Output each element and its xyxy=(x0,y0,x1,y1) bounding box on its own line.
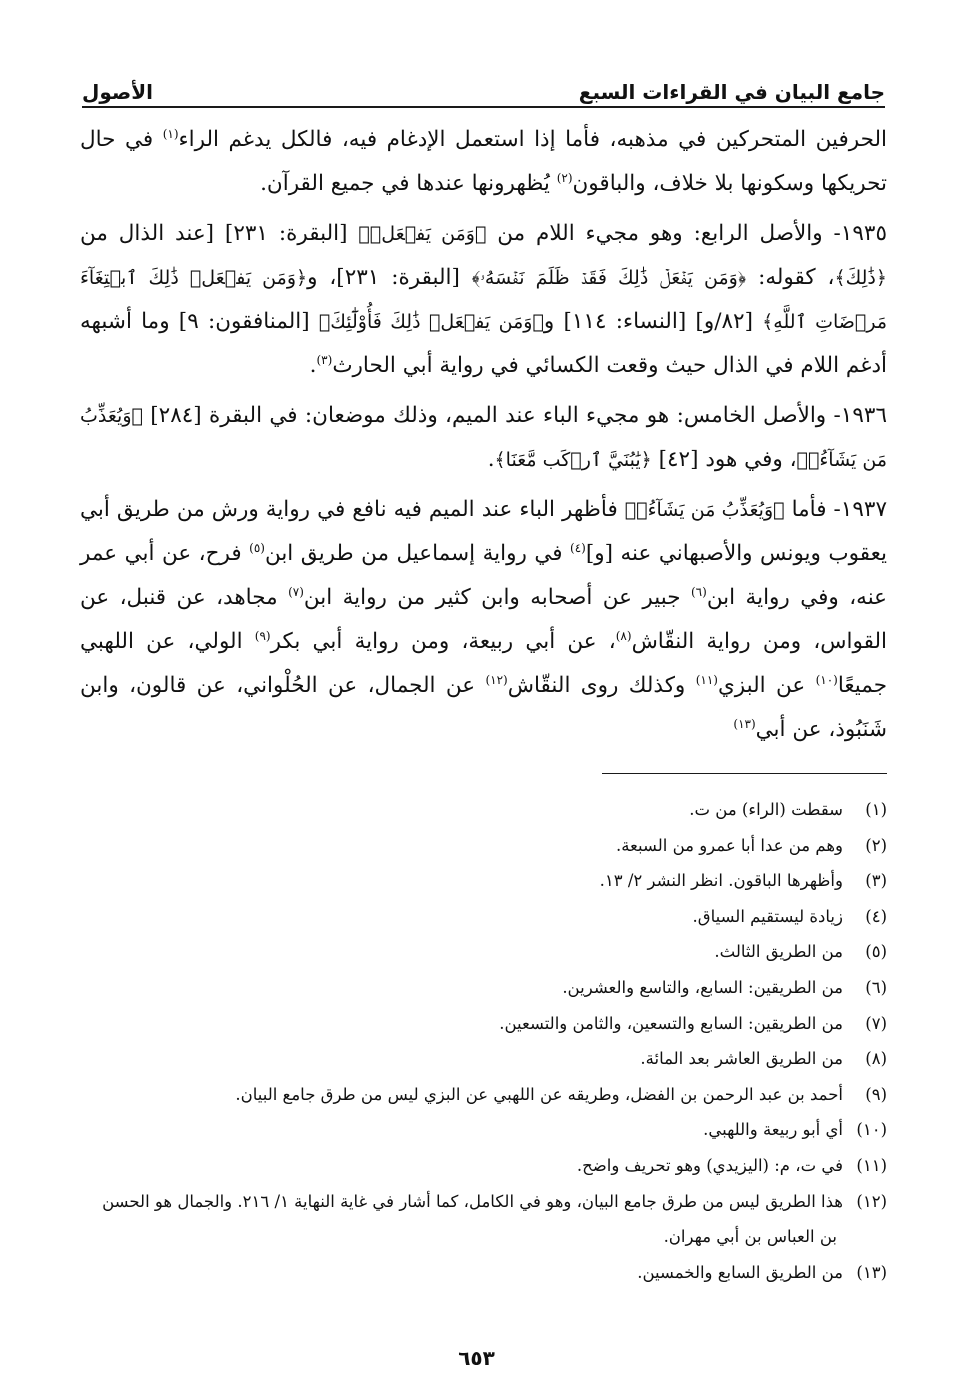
paragraph xyxy=(80,394,887,482)
footnote xyxy=(80,1077,887,1113)
footnote-text: هذا الطريق ليس من طرق جامع البيان، وهو في الكامل، كما أشار في غاية النهاية ١/ ٢١٦. والجمال هو الحسن بن العباس بن أبي مهران. xyxy=(102,1191,843,1247)
quran-quote: ﴿وَيُعَذِّبُ مَن يَشَآءُۗ﴾ xyxy=(80,405,887,471)
paragraph-text: يُظهرونها عندها في جميع القرآن. xyxy=(260,171,557,196)
paragraph-text: الحرفين المتحركين في مذهبه، فأما إذا استعمل الإدغام فيه، فالكل يدغم الراء xyxy=(178,127,887,152)
paragraph-text: ، وفي هود [٤٢] xyxy=(651,447,797,472)
footnote-number: (١٢) xyxy=(856,1191,887,1211)
footnote-text: أحمد بن عبد الرحمن بن الفضل، وطريقه عن اللهبي عن البزي ليس من طرق جامع البيان. xyxy=(235,1084,843,1104)
footnote-text: من الطريق السابع والخمسين. xyxy=(637,1262,843,1282)
paragraph-text: عن البزي xyxy=(717,673,816,698)
paragraph-text: [البقرة: ٢٣١]، و xyxy=(307,265,472,290)
quran-quote: ﴿وَيُعَذِّبُ مَن يَشَآءُۗ﴾ xyxy=(624,499,785,521)
paragraph-text: الولي، عن اللهبي جميعًا xyxy=(80,629,887,698)
main-text xyxy=(80,118,887,758)
footnote-ref: (١١) xyxy=(695,672,718,687)
paragraph-text: في رواية إسماعيل من طريق ابن xyxy=(264,541,571,566)
footnote-divider xyxy=(602,773,887,774)
paragraph-text: ، كقوله: xyxy=(746,265,835,290)
footnote xyxy=(80,1184,887,1255)
paragraph xyxy=(80,118,887,206)
footnote-ref: (٩) xyxy=(254,628,271,643)
paragraph xyxy=(80,488,887,752)
footnote-number: (٦) xyxy=(865,977,887,997)
footnote xyxy=(80,1041,887,1077)
footnote-ref: (٦) xyxy=(690,584,707,599)
footnote-ref: (١٣) xyxy=(733,716,756,731)
quran-quote: ﴿وَمَن يَفۡعَلۡ ذَٰلِكَ فَقَدۡ ظَلَمَ نَفۡسَهُۥ﴾ xyxy=(471,267,747,289)
footnote xyxy=(80,863,887,899)
footnotes xyxy=(80,792,887,1290)
footnote-ref: (٢) xyxy=(556,170,573,185)
footnote-ref: (١٠) xyxy=(815,672,838,687)
paragraph-text: مجاهد، عن قنبل، عن القواس، ومن رواية النقّاش xyxy=(80,585,887,654)
footnote xyxy=(80,934,887,970)
paragraph-text: [٨٢/و] [النساء: ١١٤] و xyxy=(543,309,763,334)
footnote-text: من الطريقين: السابع، والتاسع والعشرين. xyxy=(562,977,843,997)
footnote xyxy=(80,1255,887,1291)
footnote-text: سقطت (الراء) من ت. xyxy=(689,800,843,819)
footnote-ref: (١) xyxy=(162,126,179,141)
footnote-number: (١١) xyxy=(856,1155,887,1175)
footnote-number: (١) xyxy=(865,800,887,819)
footnote xyxy=(80,1112,887,1148)
footnote-ref: (٤) xyxy=(570,540,586,555)
footnote-number: (١٠) xyxy=(856,1120,887,1140)
footnote-number: (٢) xyxy=(865,835,887,855)
footnote-number: (٣) xyxy=(865,871,887,891)
paragraph-text: . xyxy=(487,447,495,472)
footnote-text: زيادة ليستقيم السياق. xyxy=(692,906,843,926)
footnote xyxy=(80,1006,887,1042)
paragraph-text: عن الجمال، عن الحُلْواني، عن قالون، وابن شَنَبُوذ، عن أبي xyxy=(80,673,887,742)
footnote-text: من الطريقين: السابع والتسعين، والثامن والتسعين. xyxy=(499,1013,843,1033)
running-header xyxy=(82,60,885,108)
footnote xyxy=(80,1148,887,1184)
footnote-number: (٩) xyxy=(865,1084,887,1104)
section-title: الأصول xyxy=(82,80,153,104)
footnote xyxy=(80,792,887,828)
quran-quote: ﴿وَمَن يَفۡعَلۡ ذَٰلِكَ ٱبۡتِغَآءَ مَرۡضَاتِ ٱللَّهِ﴾ xyxy=(80,267,887,333)
footnote-ref: (٧) xyxy=(288,584,304,599)
footnote-ref: (١٢) xyxy=(485,672,508,687)
footnote-number: (١٣) xyxy=(856,1262,887,1282)
paragraph-text: ١٩٣٦- والأصل الخامس: هو مجيء الباء عند الميم، وذلك موضعان: في البقرة [٢٨٤] xyxy=(142,403,887,428)
footnote-number: (٧) xyxy=(865,1013,887,1033)
footnote xyxy=(80,828,887,864)
paragraph-text: [المنافقون: ٩] وما أشبهه أدغم اللام في الذال حيث وقعت الكسائي في رواية أبي الحارث xyxy=(80,309,887,378)
page-number: ٦٥٣ xyxy=(458,1346,495,1370)
book-title: جامع البيان في القراءات السبع xyxy=(578,80,885,104)
quran-quote: ﴿ذَٰلِكَ﴾ xyxy=(834,267,887,289)
paragraph-text: ١٩٣٧- فأما xyxy=(784,497,887,522)
footnote xyxy=(80,970,887,1006)
footnote-number: (٤) xyxy=(865,906,887,926)
footnote-text: من الطريق العاشر بعد المائة. xyxy=(640,1049,843,1069)
footnote-text: وأظهرها الباقون. انظر النشر ٢/ ١٣. xyxy=(599,871,843,891)
paragraph-text: ١٩٣٥- والأصل الرابع: وهو مجيء اللام من xyxy=(486,221,887,246)
footnote-ref: (٣) xyxy=(316,352,333,367)
quran-quote: ﴿يَٰبُنَيَّ ٱرۡكَب مَّعَنَا﴾ xyxy=(494,449,652,471)
quran-quote: ﴿وَمَن يَفۡعَلۡ ذَٰلِكَ فَأُوْلَٰٓئِكَ﴾ xyxy=(318,311,544,333)
quran-quote: ﴿وَمَن يَفۡعَلۡ﴾ xyxy=(358,223,487,245)
footnote-number: (٥) xyxy=(865,942,887,962)
footnote-ref: (٥) xyxy=(249,540,265,555)
footnote-text: وهم من عدا أبا عمرو من السبعة. xyxy=(615,835,843,855)
paragraph-text: جبير عن أصحابه وابن كثير من رواية ابن xyxy=(303,585,691,610)
footnote-number: (٨) xyxy=(865,1049,887,1069)
paragraph-text: [البقرة: ٢٣١] [عند الذال من xyxy=(80,221,359,246)
paragraph-text: في حال تحريكها وسكونها بلا خلاف، والباقون xyxy=(80,127,887,196)
footnote xyxy=(80,899,887,935)
footnote-text: أي أبو ربيعة واللهبي. xyxy=(703,1120,843,1140)
paragraph xyxy=(80,212,887,388)
paragraph-text: فرح، عن أبي عمر عنه، وفي رواية ابن xyxy=(80,541,888,610)
paragraph-text: ، عن أبي ربيعة، ومن رواية أبي بكر xyxy=(270,629,616,654)
paragraph-text: فأظهر الباء عند الميم فيه نافع في رواية ورش من طريق أبي يعقوب ويونس والأصبهاني عنه [و] xyxy=(80,497,887,566)
footnote-text: من الطريق الثالث. xyxy=(714,942,843,962)
footnote-text: في ت، م: (اليزيدي) وهو تحريف واضح. xyxy=(576,1155,843,1175)
footnote-ref: (٨) xyxy=(615,628,632,643)
paragraph-text: وكذلك روى النقّاش xyxy=(507,673,696,698)
paragraph-text: . xyxy=(309,353,317,378)
